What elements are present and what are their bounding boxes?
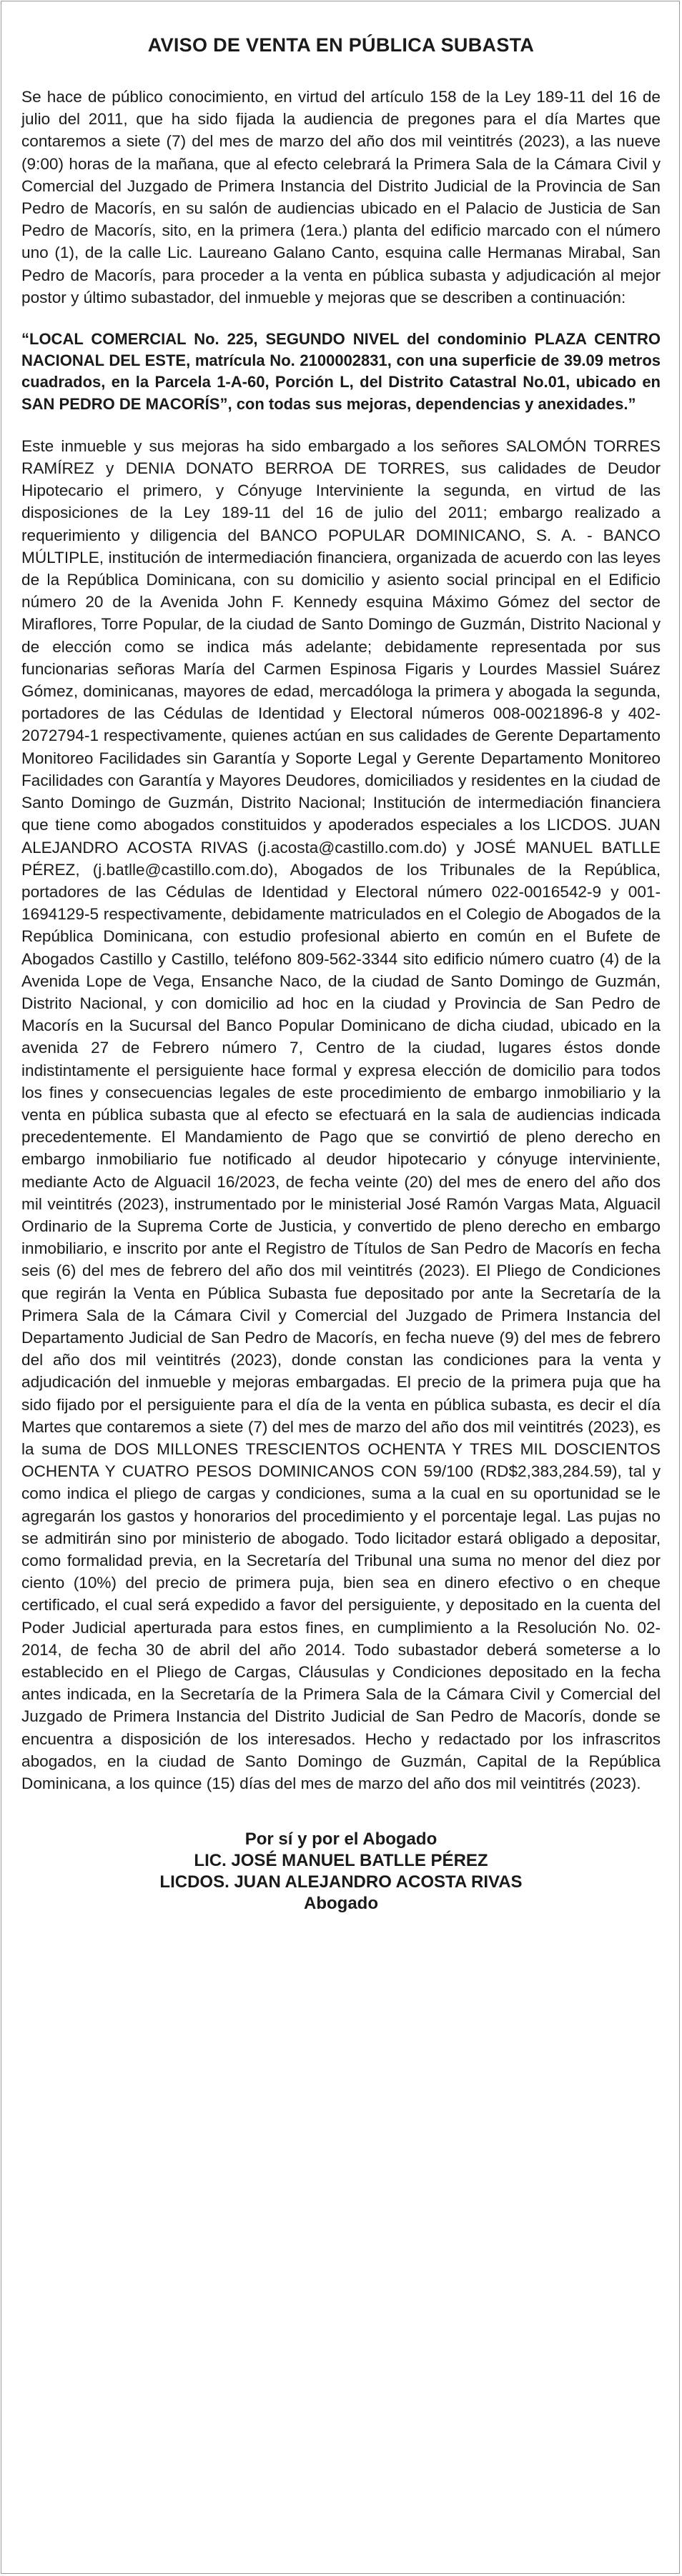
signature-block	[21, 1829, 661, 1914]
signature-line-role: Abogado	[304, 1894, 378, 1914]
legal-notice	[21, 33, 661, 1914]
property-description: “LOCAL COMERCIAL No. 225, SEGUNDO NIVEL del condominio PLAZA CENTRO NACIONAL DEL ESTE, matrícula No. 2100002831, con una superficie de 39.09 metros cuadrados, en la Parcela 1-A-60, Porción L, del Distrito Catastral No.01, ubicado en SAN PEDRO DE MACORÍS”, con todas sus mejoras, dependencias y anexidades.”	[21, 330, 661, 413]
signature-line-attorney-1: LIC. JOSÉ MANUEL BATLLE PÉREZ	[194, 1851, 488, 1871]
notice-title: AVISO DE VENTA EN PÚBLICA SUBASTA	[147, 34, 535, 56]
intro-paragraph: Se hace de público conocimiento, en virtud del artículo 158 de la Ley 189-11 del 16 de julio del 2011, que ha sido fijada la audiencia de pregones para el día Martes que contaremos a siete (7) del mes de marzo del año dos mil veintitrés (2023), a las nueve (9:00) horas de la mañana, que al efecto celebrará la Primera Sala de la Cámara Civil y Comercial del Juzgado de Primera Instancia del Distrito Judicial de la Provincia de San Pedro de Macorís, en su salón de audiencias ubicado en el Palacio de Justicia de San Pedro de Macorís, sito, en la primera (1era.) planta del edificio marcado con el número uno (1), de la calle Lic. Laureano Galano Canto, esquina calle Hermanas Mirabal, San Pedro de Macorís, para proceder a la venta en pública subasta y adjudicación al mejor postor y último subastador, del inmueble y mejoras que se describen a continuación:	[21, 88, 661, 306]
signature-line-attorney-2: LICDOS. JUAN ALEJANDRO ACOSTA RIVAS	[159, 1872, 523, 1892]
body-paragraph: Este inmueble y sus mejoras ha sido embargado a los señores SALOMÓN TORRES RAMÍREZ y DENIA DONATO BERROA DE TORRES, sus calidades de Deudor Hipotecario el primero, y Cónyuge Interviniente la segunda, en virtud de las disposiciones de la Ley 189-11 del 16 de julio del 2011; embargo realizado a requerimiento y diligencia del BANCO POPULAR DOMINICANO, S. A. - BANCO MÚLTIPLE, institución de intermediación financiera, organizada de acuerdo con las leyes de la República Dominicana, con su domicilio y asiento social principal en el Edificio número 20 de la Avenida John F. Kennedy esquina Máximo Gómez del sector de Miraflores, Torre Popular, de la ciudad de Santo Domingo de Guzmán, Distrito Nacional y de elección como se indica más adelante; debidamente representada por sus funcionarias señoras María del Carmen Espinosa Figaris y Lourdes Massiel Suárez Gómez, dominicanas, mayores de edad, mercadóloga la primera y abogada la segunda, portadores de las Cédulas de Identidad y Electoral números 008-0021896-8 y 402-2072794-1 respectivamente, quienes actúan en sus calidades de Gerente Departamento Monitoreo Facilidades sin Garantía y Soporte Legal y Gerente Departamento Monitoreo Facilidades con Garantía y Mayores Deudores, domiciliados y residentes en la ciudad de Santo Domingo de Guzmán, Distrito Nacional; Institución de intermediación financiera que tiene como abogados constituidos y apoderados especiales a los LICDOS. JUAN ALEJANDRO ACOSTA RIVAS (j.acosta@castillo.com.do) y JOSÉ MANUEL BATLLE PÉREZ, (j.batlle@castillo.com.do), Abogados de los Tribunales de la República, portadores de las Cédulas de Identidad y Electoral número 022-0016542-9 y 001-1694129-5 respectivamente, debidamente matriculados en el Colegio de Abogados de la República Dominicana, con estudio profesional abierto en común en el Bufete de Abogados Castillo y Castillo, teléfono 809-562-3344 sito edificio número cuatro (4) de la Avenida Lope de Vega, Ensanche Naco, de la ciudad de Santo Domingo de Guzmán, Distrito Nacional, y con domicilio ad hoc en la ciudad y Provincia de San Pedro de Macorís en la Sucursal del Banco Popular Dominicano de dicha ciudad, ubicado en la avenida 27 de Febrero número 7, Centro de la ciudad, lugares éstos donde indistintamente el persiguiente hace formal y expresa elección de domicilio para todos los fines y consecuencias legales de este procedimiento de embargo inmobiliario y la venta en pública subasta que al efecto se efectuará en la sala de audiencias indicada precedentemente. El Mandamiento de Pago que se convirtió de pleno derecho en embargo inmobiliario fue notificado al deudor hipotecario y cónyuge interviniente, mediante Acto de Alguacil 16/2023, de fecha veinte (20) del mes de enero del año dos mil veintitrés (2023), instrumentado por le ministerial José Ramón Vargas Mata, Alguacil Ordinario de la Suprema Corte de Justicia, y convertido de pleno derecho en embargo inmobiliario, e inscrito por ante el Registro de Títulos de San Pedro de Macorís en fecha seis (6) del mes de febrero del año dos mil veintitrés (2023). El Pliego de Condiciones que regirán la Venta en Pública Subasta fue depositado por ante la Secretaría de la Primera Sala de la Cámara Civil y Comercial del Juzgado de Primera Instancia del Departamento Judicial de San Pedro de Macorís, en fecha nueve (9) del mes de febrero del año dos mil veintitrés (2023), donde constan las condiciones para la venta y adjudicación del inmueble y mejoras embargadas. El precio de la primera puja que ha sido fijado por el persiguiente para el día de la venta en pública subasta, es decir el día Martes que contaremos a siete (7) del mes de marzo del año dos mil veintitrés (2023), es la suma de DOS MILLONES TRESCIENTOS OCHENTA Y TRES MIL DOSCIENTOS OCHENTA Y CUATRO PESOS DOMINICANOS CON 59/100 (RD$2,383,284.59), tal y como indica el pliego de cargas y condiciones, suma a la cual en su oportunidad se le agregarán los gastos y honorarios del procedimiento y el porcentaje legal. Las pujas no se admitirán sino por ministerio de abogado. Todo licitador estará obligado a depositar, como formalidad previa, en la Secretaría del Tribunal una suma no menor del diez por ciento (10%) del precio de primera puja, bien sea en dinero efectivo o en cheque certificado, el cual será expedido a favor del persiguiente, y depositado en la cuenta del Poder Judicial aperturada para estos fines, en cumplimiento a la Resolución No. 02-2014, de fecha 30 de abril del año 2014. Todo subastador deberá someterse a lo establecido en el Pliego de Cargas, Cláusulas y Condiciones depositado en la fecha antes indicada, en la Secretaría de la Primera Sala de la Cámara Civil y Comercial del Juzgado de Primera Instancia del Distrito Judicial de San Pedro de Macorís, donde se encuentra a disposición de los interesados. Hecho y redactado por los infrascritos abogados, en la ciudad de Santo Domingo de Guzmán, Capital de la República Dominicana, a los quince (15) días del mes de marzo del año dos mil veintitrés (2023).	[21, 436, 661, 1793]
signature-line-on-behalf: Por sí y por el Abogado	[244, 1829, 438, 1849]
